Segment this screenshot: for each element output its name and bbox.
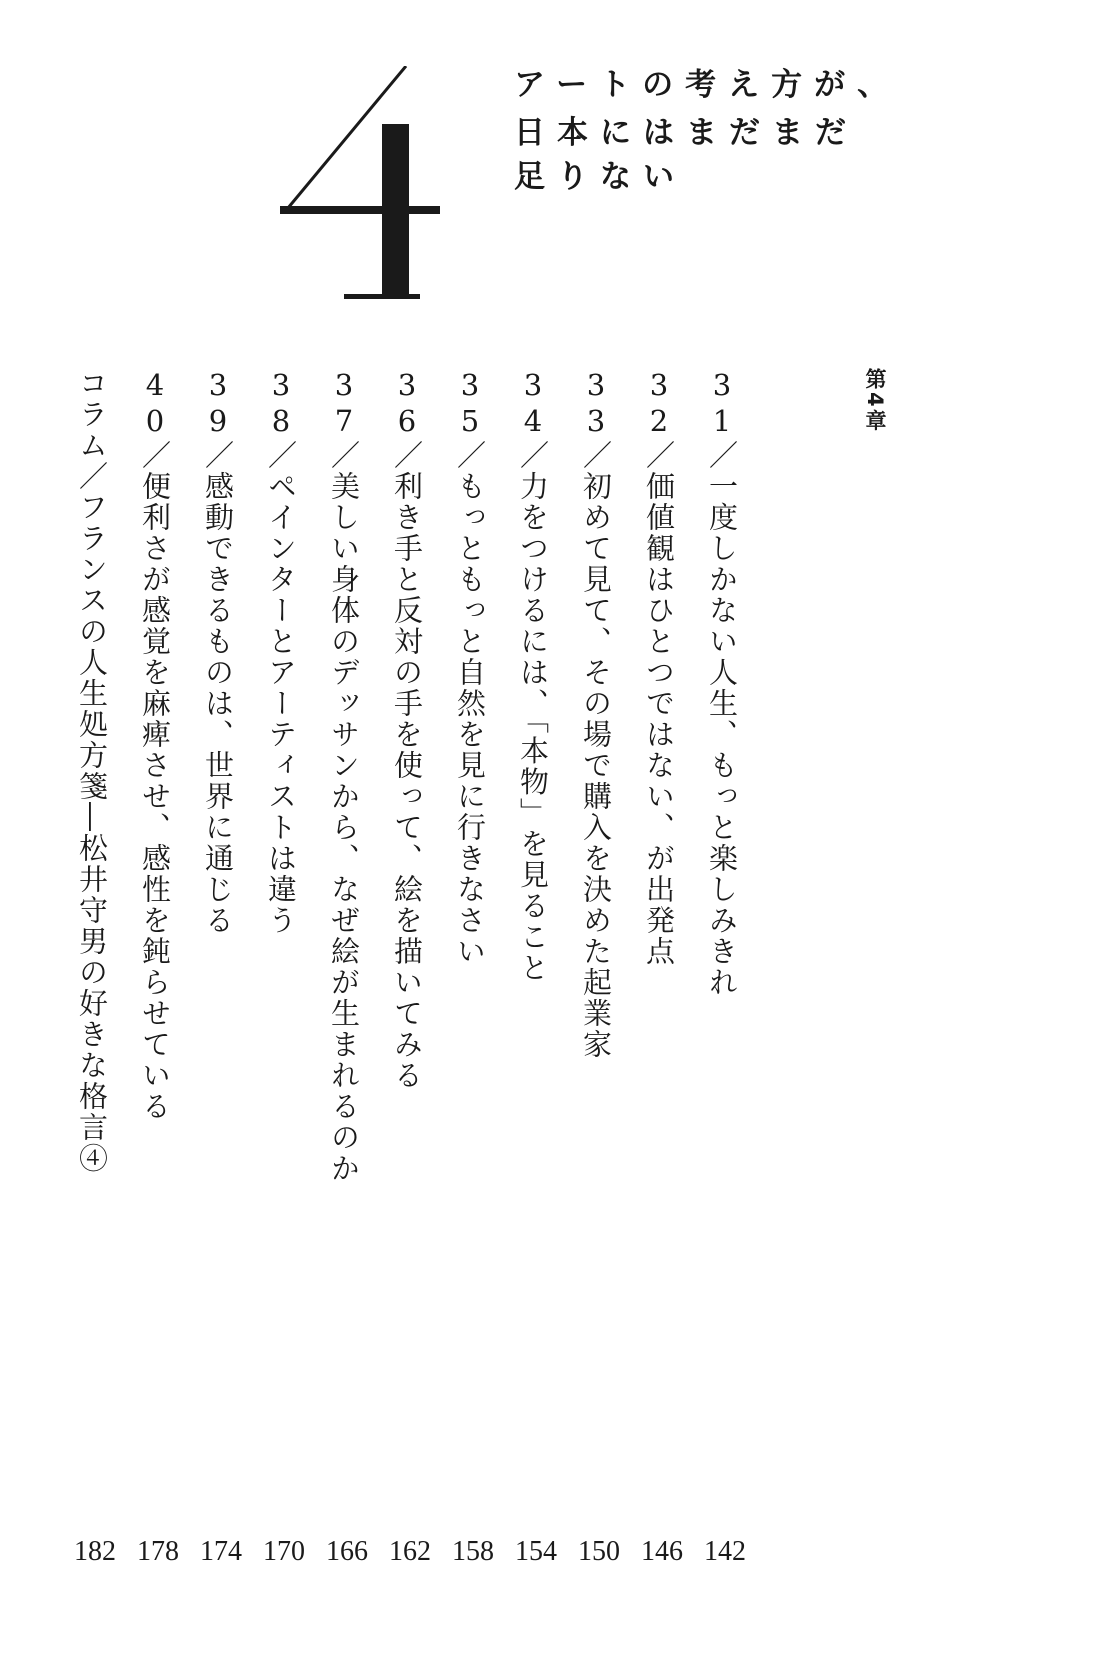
chapter-label: 第4章	[863, 368, 887, 434]
toc-page-number: 150	[578, 1536, 620, 1567]
toc-entry-title: 33／初めて見て、その場で購入を決めた起業家	[579, 368, 613, 1060]
toc-entry-title: 32／価値観はひとつではない、が出発点	[642, 368, 676, 967]
toc-entry-title: 35／もっともっと自然を見に行きなさい	[453, 368, 487, 967]
chapter-heading-line-1: アートの考え方が、	[514, 67, 901, 103]
toc-page-number: 174	[200, 1536, 242, 1567]
toc-entry-title: 39／感動できるものは、世界に通じる	[201, 368, 235, 936]
toc-page-number: 154	[515, 1536, 557, 1567]
chapter-heading-line-2: 日本にはまだまだ	[514, 115, 858, 151]
toc-page-number: 170	[263, 1536, 305, 1567]
toc-entry-title: 40／便利さが感覚を麻痺させ、感性を鈍らせている	[138, 368, 172, 1122]
toc-page-number: 146	[641, 1536, 683, 1567]
toc-page-number: 182	[74, 1536, 116, 1567]
toc-entry-title: 34／力をつけるには、「本物」を見ること	[516, 368, 550, 984]
chapter-heading-line-3: 足りない	[514, 159, 686, 195]
toc-page-number: 162	[389, 1536, 431, 1567]
toc-entry-title: コラム／フランスの人生処方箋―松井守男の好きな格言④	[75, 368, 109, 1174]
toc-page-number: 166	[326, 1536, 368, 1567]
toc-page-number: 158	[452, 1536, 494, 1567]
toc-page-number: 178	[137, 1536, 179, 1567]
toc-page-number: 142	[704, 1536, 746, 1567]
toc-entry-title: 31／一度しかない人生、もっと楽しみきれ	[705, 368, 739, 998]
chapter-number-4	[280, 66, 450, 302]
toc-entry-title: 38／ペインターとアーティストは違う	[264, 368, 298, 936]
toc-entry-title: 36／利き手と反対の手を使って、絵を描いてみる	[390, 368, 424, 1091]
toc-entry-title: 37／美しい身体のデッサンから、なぜ絵が生まれるのか	[327, 368, 361, 1184]
